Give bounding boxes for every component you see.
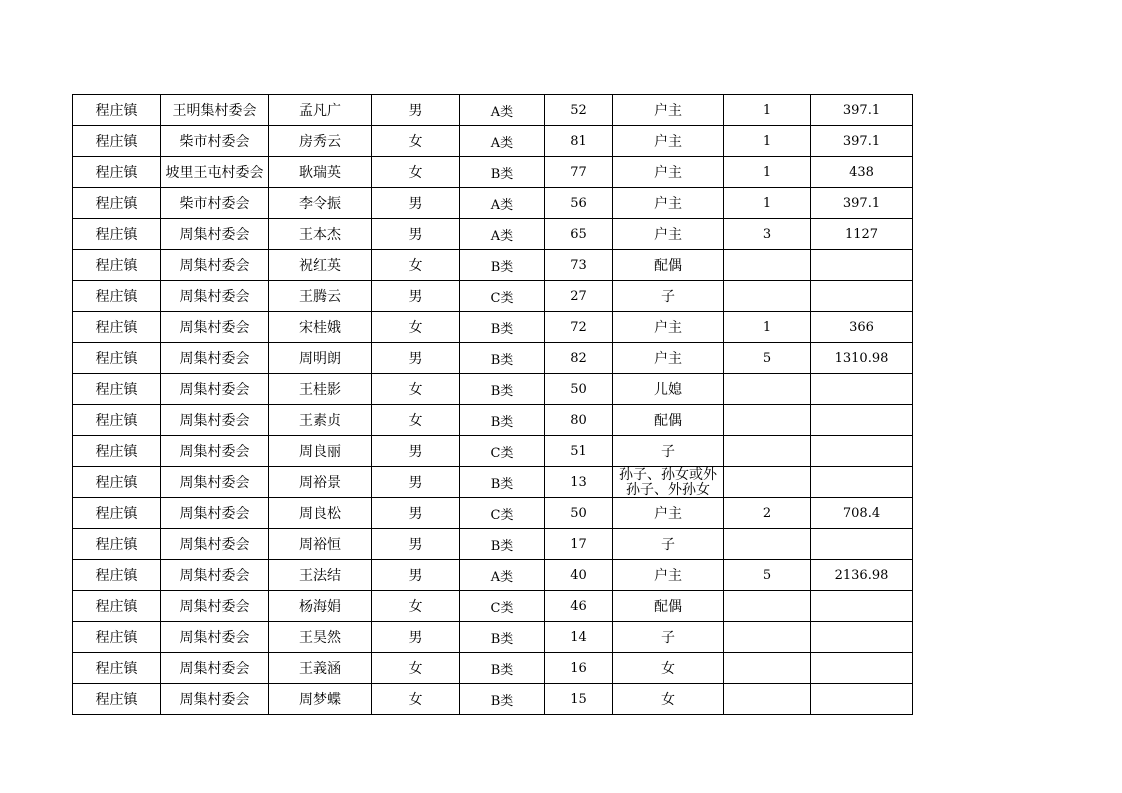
cell-household-size: 1 bbox=[724, 312, 811, 343]
cell-village: 周集村委会 bbox=[161, 467, 269, 498]
cell-town: 程庄镇 bbox=[73, 405, 161, 436]
cell-name: 周裕恒 bbox=[269, 529, 372, 560]
cell-category: B类 bbox=[460, 312, 545, 343]
cell-village: 周集村委会 bbox=[161, 653, 269, 684]
cell-household-size bbox=[724, 250, 811, 281]
cell-village: 柴市村委会 bbox=[161, 188, 269, 219]
cell-age: 51 bbox=[545, 436, 613, 467]
cell-category: C类 bbox=[460, 281, 545, 312]
table-row bbox=[73, 653, 913, 684]
cell-age: 15 bbox=[545, 684, 613, 715]
cell-name: 周良丽 bbox=[269, 436, 372, 467]
cell-town: 程庄镇 bbox=[73, 684, 161, 715]
table-row bbox=[73, 622, 913, 653]
cell-gender: 女 bbox=[372, 684, 460, 715]
cell-relation-text: 孙子、孙女或外孙子、外孙女 bbox=[619, 467, 717, 497]
cell-town: 程庄镇 bbox=[73, 157, 161, 188]
table-row bbox=[73, 684, 913, 715]
cell-age: 77 bbox=[545, 157, 613, 188]
cell-relation: 子 bbox=[613, 622, 724, 653]
cell-age: 80 bbox=[545, 405, 613, 436]
cell-age: 73 bbox=[545, 250, 613, 281]
cell-amount bbox=[811, 684, 913, 715]
table-row bbox=[73, 374, 913, 405]
cell-village: 周集村委会 bbox=[161, 436, 269, 467]
cell-town: 程庄镇 bbox=[73, 312, 161, 343]
cell-relation: 户主 bbox=[613, 188, 724, 219]
cell-village: 周集村委会 bbox=[161, 622, 269, 653]
cell-category: B类 bbox=[460, 653, 545, 684]
cell-village: 柴市村委会 bbox=[161, 126, 269, 157]
cell-town: 程庄镇 bbox=[73, 374, 161, 405]
table-row bbox=[73, 219, 913, 250]
cell-town: 程庄镇 bbox=[73, 188, 161, 219]
table-body bbox=[73, 95, 913, 715]
cell-household-size bbox=[724, 281, 811, 312]
cell-amount bbox=[811, 250, 913, 281]
cell-name: 杨海娟 bbox=[269, 591, 372, 622]
cell-household-size bbox=[724, 374, 811, 405]
cell-relation: 子 bbox=[613, 281, 724, 312]
cell-name: 耿瑞英 bbox=[269, 157, 372, 188]
cell-relation: 儿媳 bbox=[613, 374, 724, 405]
cell-relation: 户主 bbox=[613, 157, 724, 188]
cell-name: 王素贞 bbox=[269, 405, 372, 436]
cell-household-size bbox=[724, 405, 811, 436]
table-row bbox=[73, 157, 913, 188]
cell-relation: 配偶 bbox=[613, 591, 724, 622]
cell-household-size bbox=[724, 591, 811, 622]
cell-village: 周集村委会 bbox=[161, 405, 269, 436]
cell-gender: 女 bbox=[372, 405, 460, 436]
cell-amount bbox=[811, 374, 913, 405]
cell-relation: 户主 bbox=[613, 126, 724, 157]
cell-name: 孟凡广 bbox=[269, 95, 372, 126]
cell-name: 周良松 bbox=[269, 498, 372, 529]
cell-amount bbox=[811, 653, 913, 684]
cell-name: 周明朗 bbox=[269, 343, 372, 374]
table-row bbox=[73, 188, 913, 219]
cell-category: B类 bbox=[460, 467, 545, 498]
table-row bbox=[73, 343, 913, 374]
table-row bbox=[73, 312, 913, 343]
cell-name: 宋桂娥 bbox=[269, 312, 372, 343]
cell-village: 坡里王屯村委会 bbox=[161, 157, 269, 188]
table-row bbox=[73, 126, 913, 157]
cell-gender: 男 bbox=[372, 343, 460, 374]
cell-name: 王本杰 bbox=[269, 219, 372, 250]
cell-category: C类 bbox=[460, 436, 545, 467]
cell-amount: 397.1 bbox=[811, 95, 913, 126]
cell-village: 周集村委会 bbox=[161, 374, 269, 405]
cell-town: 程庄镇 bbox=[73, 622, 161, 653]
cell-gender: 女 bbox=[372, 591, 460, 622]
cell-amount: 1310.98 bbox=[811, 343, 913, 374]
cell-village: 周集村委会 bbox=[161, 591, 269, 622]
cell-amount bbox=[811, 591, 913, 622]
cell-gender: 男 bbox=[372, 95, 460, 126]
cell-category: B类 bbox=[460, 684, 545, 715]
cell-village: 周集村委会 bbox=[161, 343, 269, 374]
cell-household-size bbox=[724, 436, 811, 467]
cell-gender: 男 bbox=[372, 281, 460, 312]
cell-amount: 708.4 bbox=[811, 498, 913, 529]
cell-gender: 女 bbox=[372, 374, 460, 405]
cell-age: 14 bbox=[545, 622, 613, 653]
data-table bbox=[72, 94, 913, 715]
cell-town: 程庄镇 bbox=[73, 498, 161, 529]
cell-name: 周裕景 bbox=[269, 467, 372, 498]
cell-household-size: 1 bbox=[724, 95, 811, 126]
cell-gender: 男 bbox=[372, 498, 460, 529]
cell-amount bbox=[811, 405, 913, 436]
cell-name: 王義涵 bbox=[269, 653, 372, 684]
cell-village: 周集村委会 bbox=[161, 684, 269, 715]
cell-amount: 366 bbox=[811, 312, 913, 343]
cell-village: 周集村委会 bbox=[161, 529, 269, 560]
cell-age: 72 bbox=[545, 312, 613, 343]
cell-gender: 男 bbox=[372, 529, 460, 560]
cell-relation: 户主 bbox=[613, 498, 724, 529]
cell-category: B类 bbox=[460, 405, 545, 436]
cell-category: A类 bbox=[460, 126, 545, 157]
cell-category: B类 bbox=[460, 374, 545, 405]
cell-gender: 女 bbox=[372, 312, 460, 343]
cell-household-size bbox=[724, 653, 811, 684]
cell-category: B类 bbox=[460, 157, 545, 188]
cell-relation: 户主 bbox=[613, 560, 724, 591]
cell-household-size bbox=[724, 529, 811, 560]
cell-household-size: 5 bbox=[724, 343, 811, 374]
cell-household-size: 1 bbox=[724, 157, 811, 188]
cell-category: A类 bbox=[460, 95, 545, 126]
cell-amount bbox=[811, 281, 913, 312]
cell-town: 程庄镇 bbox=[73, 467, 161, 498]
cell-household-size: 1 bbox=[724, 188, 811, 219]
cell-town: 程庄镇 bbox=[73, 126, 161, 157]
cell-relation: 女 bbox=[613, 653, 724, 684]
cell-village: 周集村委会 bbox=[161, 219, 269, 250]
cell-category: B类 bbox=[460, 250, 545, 281]
cell-amount bbox=[811, 467, 913, 498]
cell-amount: 397.1 bbox=[811, 188, 913, 219]
table-row bbox=[73, 591, 913, 622]
cell-age: 52 bbox=[545, 95, 613, 126]
cell-town: 程庄镇 bbox=[73, 529, 161, 560]
cell-household-size: 5 bbox=[724, 560, 811, 591]
cell-name: 房秀云 bbox=[269, 126, 372, 157]
cell-category: B类 bbox=[460, 622, 545, 653]
cell-age: 40 bbox=[545, 560, 613, 591]
cell-relation: 女 bbox=[613, 684, 724, 715]
cell-name: 王昊然 bbox=[269, 622, 372, 653]
cell-town: 程庄镇 bbox=[73, 250, 161, 281]
cell-household-size: 1 bbox=[724, 126, 811, 157]
table-row bbox=[73, 436, 913, 467]
cell-village: 周集村委会 bbox=[161, 498, 269, 529]
cell-age: 50 bbox=[545, 374, 613, 405]
cell-household-size bbox=[724, 684, 811, 715]
table-row bbox=[73, 281, 913, 312]
cell-gender: 男 bbox=[372, 188, 460, 219]
cell-age: 16 bbox=[545, 653, 613, 684]
cell-name: 王腾云 bbox=[269, 281, 372, 312]
cell-age: 82 bbox=[545, 343, 613, 374]
cell-amount: 438 bbox=[811, 157, 913, 188]
cell-category: A类 bbox=[460, 219, 545, 250]
cell-age: 46 bbox=[545, 591, 613, 622]
cell-name: 王桂影 bbox=[269, 374, 372, 405]
table-row bbox=[73, 250, 913, 281]
cell-age: 65 bbox=[545, 219, 613, 250]
cell-village: 王明集村委会 bbox=[161, 95, 269, 126]
cell-gender: 男 bbox=[372, 467, 460, 498]
cell-age: 56 bbox=[545, 188, 613, 219]
cell-town: 程庄镇 bbox=[73, 219, 161, 250]
cell-village: 周集村委会 bbox=[161, 312, 269, 343]
cell-category: C类 bbox=[460, 498, 545, 529]
table-row bbox=[73, 467, 913, 498]
cell-village: 周集村委会 bbox=[161, 560, 269, 591]
cell-household-size bbox=[724, 467, 811, 498]
cell-household-size: 2 bbox=[724, 498, 811, 529]
cell-gender: 男 bbox=[372, 560, 460, 591]
cell-gender: 男 bbox=[372, 219, 460, 250]
cell-amount bbox=[811, 622, 913, 653]
cell-gender: 女 bbox=[372, 126, 460, 157]
cell-category: B类 bbox=[460, 343, 545, 374]
cell-category: A类 bbox=[460, 560, 545, 591]
cell-relation: 户主 bbox=[613, 95, 724, 126]
cell-household-size bbox=[724, 622, 811, 653]
table-row bbox=[73, 405, 913, 436]
table-row bbox=[73, 529, 913, 560]
cell-age: 81 bbox=[545, 126, 613, 157]
cell-village: 周集村委会 bbox=[161, 281, 269, 312]
cell-relation: 配偶 bbox=[613, 250, 724, 281]
cell-relation: 子 bbox=[613, 436, 724, 467]
table-row bbox=[73, 560, 913, 591]
cell-name: 周梦蝶 bbox=[269, 684, 372, 715]
cell-amount: 1127 bbox=[811, 219, 913, 250]
cell-amount bbox=[811, 436, 913, 467]
cell-age: 17 bbox=[545, 529, 613, 560]
cell-household-size: 3 bbox=[724, 219, 811, 250]
cell-relation: 子 bbox=[613, 529, 724, 560]
cell-relation: 户主 bbox=[613, 343, 724, 374]
cell-name: 李令振 bbox=[269, 188, 372, 219]
cell-town: 程庄镇 bbox=[73, 343, 161, 374]
cell-town: 程庄镇 bbox=[73, 560, 161, 591]
cell-age: 13 bbox=[545, 467, 613, 498]
cell-town: 程庄镇 bbox=[73, 95, 161, 126]
cell-amount: 397.1 bbox=[811, 126, 913, 157]
cell-town: 程庄镇 bbox=[73, 591, 161, 622]
cell-gender: 男 bbox=[372, 622, 460, 653]
cell-age: 27 bbox=[545, 281, 613, 312]
cell-relation bbox=[613, 467, 724, 498]
cell-village: 周集村委会 bbox=[161, 250, 269, 281]
cell-category: A类 bbox=[460, 188, 545, 219]
cell-gender: 女 bbox=[372, 653, 460, 684]
cell-relation: 户主 bbox=[613, 219, 724, 250]
cell-name: 王法结 bbox=[269, 560, 372, 591]
cell-gender: 女 bbox=[372, 250, 460, 281]
cell-town: 程庄镇 bbox=[73, 436, 161, 467]
cell-category: B类 bbox=[460, 529, 545, 560]
cell-gender: 女 bbox=[372, 157, 460, 188]
cell-category: C类 bbox=[460, 591, 545, 622]
cell-amount: 2136.98 bbox=[811, 560, 913, 591]
cell-amount bbox=[811, 529, 913, 560]
table-row bbox=[73, 498, 913, 529]
cell-name: 祝红英 bbox=[269, 250, 372, 281]
cell-age: 50 bbox=[545, 498, 613, 529]
table-row bbox=[73, 95, 913, 126]
cell-gender: 男 bbox=[372, 436, 460, 467]
cell-relation: 户主 bbox=[613, 312, 724, 343]
cell-town: 程庄镇 bbox=[73, 281, 161, 312]
cell-town: 程庄镇 bbox=[73, 653, 161, 684]
cell-relation: 配偶 bbox=[613, 405, 724, 436]
